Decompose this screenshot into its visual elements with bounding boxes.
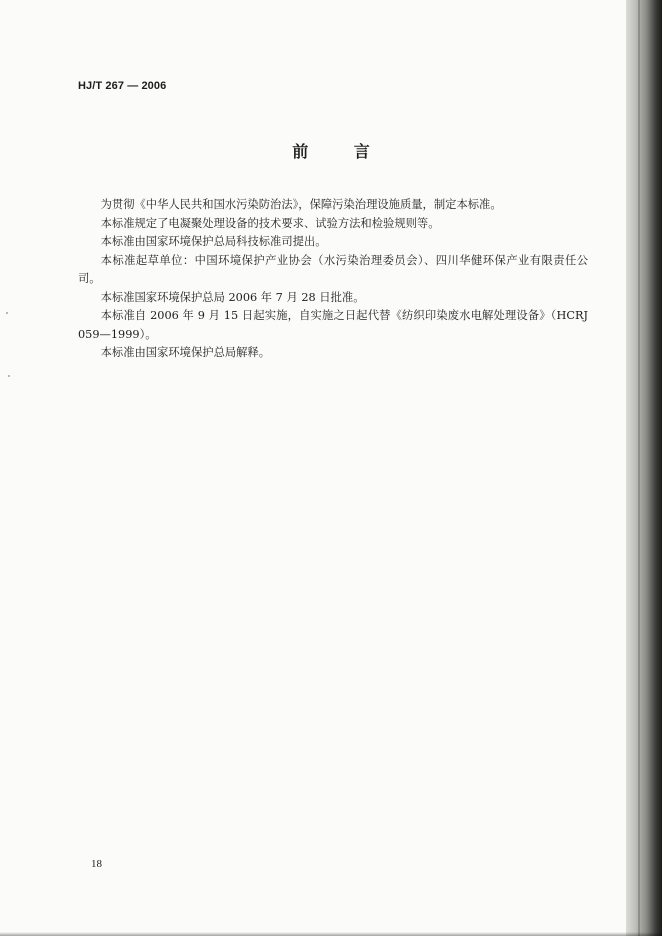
scan-speck [6,312,8,314]
paragraph-approval: 本标准国家环境保护总局 2006 年 7 月 28 日批准。 [100,290,365,304]
paragraph-drafting-units: 本标准起草单位：中国环境保护产业协会（水污染治理委员会）、四川华健环保产业有限责任公司。 [78,253,588,285]
paragraph-purpose: 为贯彻《中华人民共和国水污染防治法》，保障污染治理设施质量，制定本标准。 [100,198,502,211]
paragraph-implementation: 本标准自 2006 年 9 月 15 日起实施，自实施之日起代替《纺织印染废水电解处理设备》（HCRJ 059—1999）。 [78,309,588,341]
binding-edge-line [638,0,640,936]
bottom-edge-shadow [0,932,662,936]
page-title: 前 言 [292,142,390,161]
scan-speck [8,375,10,377]
paragraph-proposer: 本标准由国家环境保护总局科技标准司提出。 [100,235,327,248]
body-text [78,196,588,363]
paragraph-interpretation: 本标准由国家环境保护总局解释。 [100,346,271,359]
binding-edge-shadow [626,0,662,936]
standard-code-header: HJ/T 267 — 2006 [78,80,167,92]
page-number: 18 [91,858,102,870]
paragraph-scope: 本标准规定了电凝聚处理设备的技术要求、试验方法和检验规则等。 [100,216,440,230]
